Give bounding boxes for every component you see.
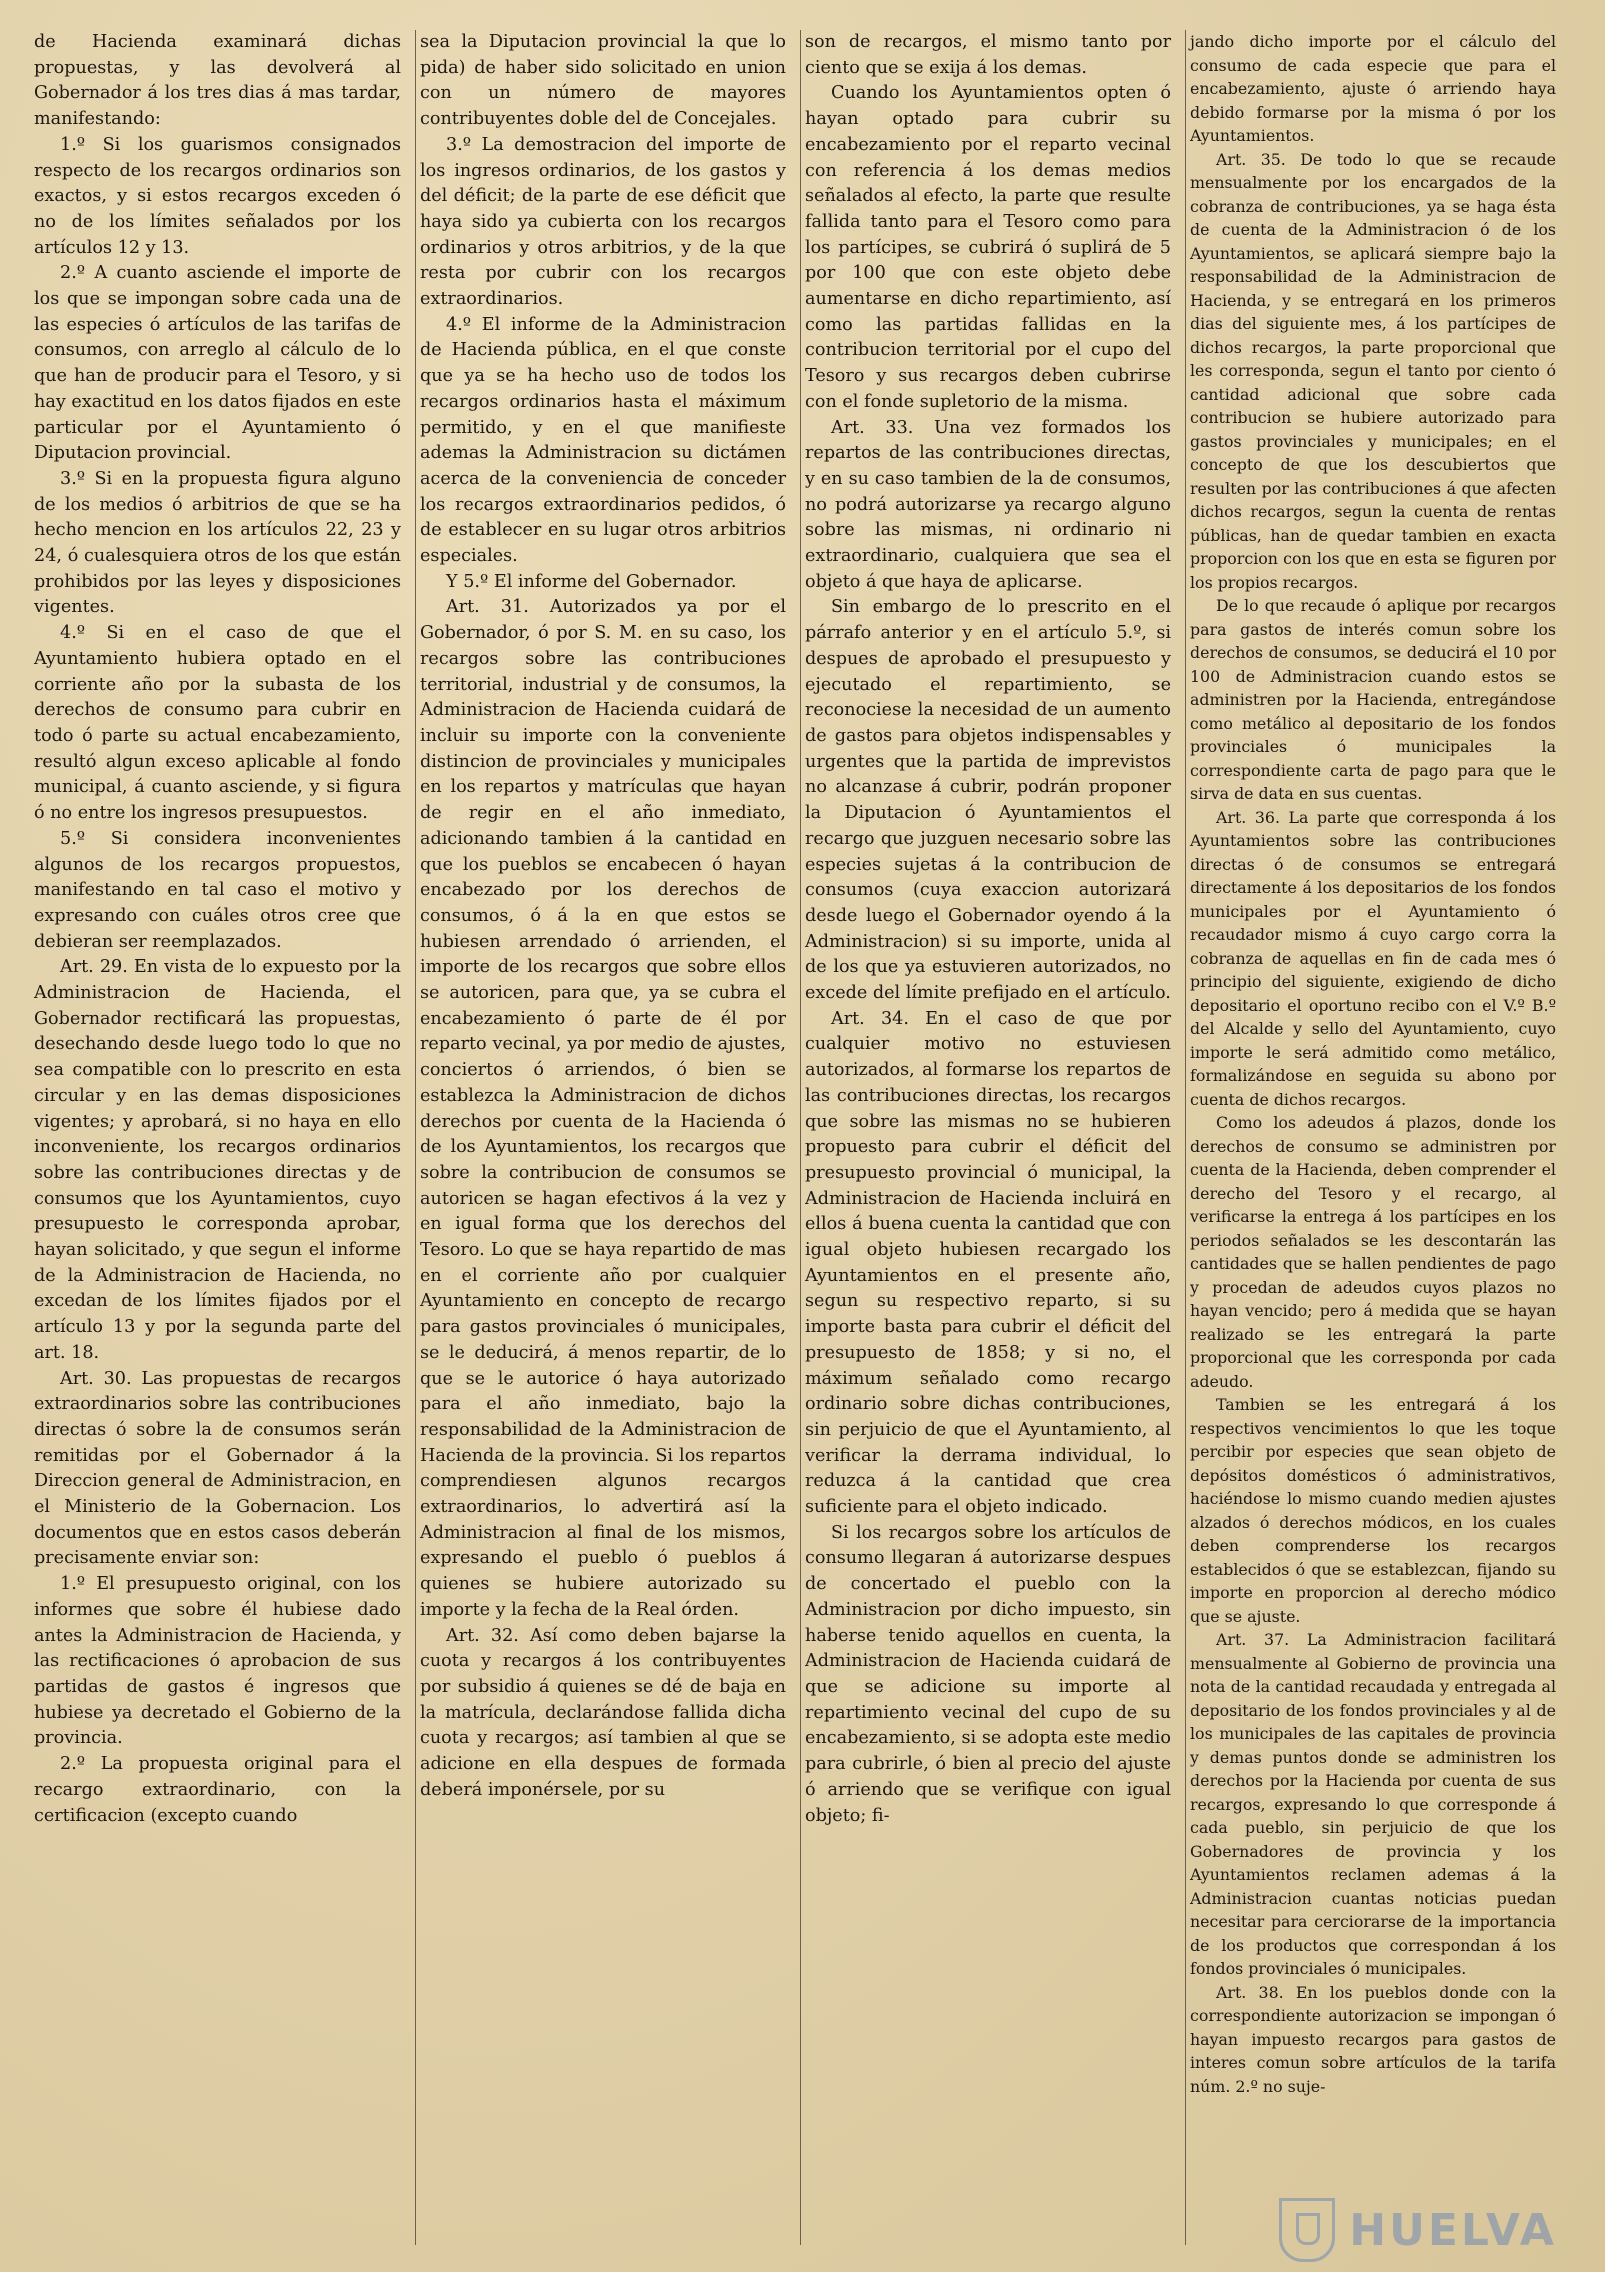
paragraph: 2.º La propuesta original para el recargo extraordinario, con la certificacion (excepto cuando bbox=[34, 1754, 401, 1826]
paragraph: sea la Diputacion provincial la que lo pida) de haber sido solicitado en union con un número de mayores contribuyentes doble del de Concejales. bbox=[420, 32, 786, 130]
text-column-2 bbox=[415, 30, 790, 2245]
text-column-3 bbox=[800, 30, 1175, 2245]
paragraph: De lo que recaude ó aplique por recargos para gastos de interés comun sobre los derechos de consumos, se deducirá el 10 por 100 de Administracion cuando estos se administren por la Hacienda, entregándose como metálico al depositario de los fondos provinciales ó municipales la correspondiente carta de pago para que le sirva de data en sus cuentas. bbox=[1190, 596, 1556, 803]
paragraph: jando dicho importe por el cálculo del consumo de cada especie que para el encabezamiento, ajuste ó arriendo haya debido formarse por la misma ó por los Ayuntamientos. bbox=[1190, 32, 1556, 145]
paragraph: Art. 31. Autorizados ya por el Gobernador, ó por S. M. en su caso, los recargos sobre las contribuciones territorial, industrial y de consumos, la Administracion de Hacienda cuidará de incluir su importe con la conveniente distincion de provinciales y municipales en los repartos y matrículas que hayan de regir en el año inmediato, adicionando tambien á la cantidad en que los pueblos se encabecen ó hayan encabezado por los derechos de consumos, ó á la en que estos se hubiesen arrendado ó arrienden, el importe de los recargos que sobre ellos se autoricen, para que, ya se cubra el encabezamiento ó parte de él por reparto vecinal, ya por medio de ajustes, conciertos ó arriendos, ó bien se establezca la Administracion de dichos derechos por cuenta de la Hacienda ó de los Ayuntamientos, los recargos que sobre la contribucion de consumos se autoricen se hagan efectivos á la vez y en igual forma que los derechos del Tesoro. Lo que se haya repartido de mas en el corriente año por cualquier Ayuntamiento en concepto de recargo para gastos provinciales ó municipales, se le deducirá, á menos repartir, de lo que se le autorice ó haya autorizado para el año inmediato, bajo la responsabilidad de la Administracion de Hacienda de la provincia. Si los repartos comprendiesen algunos recargos extraordinarios, lo advertirá así la Administracion al final de los mismos, expresando el pueblo ó pueblos á quienes se hubiere autorizado su importe y la fecha de la Real órden. bbox=[420, 597, 786, 1620]
paragraph: son de recargos, el mismo tanto por ciento que se exija á los demas. bbox=[805, 32, 1171, 78]
archive-watermark bbox=[1279, 2198, 1557, 2262]
text-column-1 bbox=[30, 30, 405, 2245]
paragraph: Art. 38. En los pueblos donde con la correspondiente autorizacion se impongan ó hayan impuesto recargos para gastos de interes comun sobre artículos de la tarifa núm. 2.º no suje- bbox=[1190, 1982, 1556, 2096]
watermark-text: HUELVA bbox=[1349, 2204, 1557, 2256]
paragraph: 4.º El informe de la Administracion de Hacienda pública, en el que conste que ya se ha hecho uso de todos los recargos ordinarios hasta el máximum permitido, y en el que manifieste ademas la Administracion su dictámen acerca de la conveniencia de conceder los recargos extraordinarios pedidos, ó de establecer en su lugar otros arbitrios especiales. bbox=[420, 314, 786, 567]
paragraph: Sin embargo de lo prescrito en el párrafo anterior y en el artículo 5.º, si despues de aprobado el presupuesto y ejecutado el repartimiento, se reconociese la necesidad de un aumento de gastos para objetos indispensables y urgentes que la partida de imprevistos no alcanzase á cubrir, podrán proponer la Diputacion ó Ayuntamientos el recargo que juzguen necesario sobre las especies sujetas á la contribucion de consumos (cuya exaccion autorizará desde luego el Gobernador oyendo á la Administracion) si su importe, unida al de los que ya estuvieren autorizados, no excede del límite prefijado en el artículo. bbox=[805, 597, 1171, 1004]
paragraph: Como los adeudos á plazos, donde los derechos de consumo se administren por cuenta de la Hacienda, deben comprender el derecho del Tesoro y el recargo, al verificarse la entrega á los partícipes en los periodos señalados se les descontarán las cantidades que se hallen pendientes de pago y procedan de adeudos cuyos plazos no hayan vencido; pero á medida que se hayan realizado se les entregará la parte proporcional que les corresponda por cada adeudo. bbox=[1190, 1113, 1556, 1391]
paragraph: Art. 32. Así como deben bajarse la cuota y recargos á los contribuyentes por subsidio á quienes se dé de baja en la matrícula, declarándose fallida dicha cuota y recargos; así tambien al que se adicione en ella despues de formada deberá imponérsele, por su bbox=[420, 1625, 786, 1800]
paragraph: Art. 37. La Administracion facilitará mensualmente al Gobierno de provincia una nota de la cantidad recaudada y entregada al depositario de los fondos provinciales y al de los municipales de las capitales de provincia y demas puntos donde se administren los derechos por la Hacienda por cuenta de sus recargos, expresando lo que corresponde á cada pueblo, sin perjuicio de que los Gobernadores de provincia y los Ayuntamientos reclamen ademas á la Administracion cuantas noticias puedan necesitar para cerciorarse de la importancia de los productos que correspondan á los fondos provinciales ó municipales. bbox=[1190, 1630, 1556, 1978]
paragraph: 1.º Si los guarismos consignados respecto de los recargos ordinarios son exactos, y si estos recargos exceden ó no de los límites señalados por los artículos 12 y 13. bbox=[34, 134, 401, 258]
paragraph: Art. 36. La parte que corresponda á los Ayuntamientos sobre las contribuciones directas ó de consumos se entregará directamente á los depositarios de los fondos municipales por el Ayuntamiento ó recaudador mismo á cuyo cargo corra la cobranza de aquellas en fin de cada mes ó principio del siguiente, exigiendo de dicho depositario el oportuno recibo con el V.º B.º del Alcalde y sello del Ayuntamiento, cuyo importe le será admitido como metálico, formalizándose en seguida su abono por cuenta de dichos recargos. bbox=[1190, 807, 1556, 1109]
shield-seal-icon bbox=[1279, 2198, 1335, 2262]
paragraph: Art. 33. Una vez formados los repartos de las contribuciones directas, y en su caso tambien de la de consumos, no podrá autorizarse ya recargo alguno sobre las mismas, ni ordinario ni extraordinario, cualquiera que sea el objeto á que haya de aplicarse. bbox=[805, 417, 1171, 592]
text-column-4 bbox=[1185, 30, 1560, 2245]
paragraph: Art. 29. En vista de lo expuesto por la Administracion de Hacienda, el Gobernador rectificará las propuestas, desechando desde luego todo lo que no sea compatible con lo prescrito en esta circular y en las demas disposiciones vigentes; y aprobará, si no haya en ello inconveniente, los recargos ordinarios sobre las contribuciones directas y de consumos que los Ayuntamientos, cuyo presupuesto le corresponda aprobar, hayan solicitado, y que segun el informe de la Administracion de Hacienda, no excedan de los límites fijados por el artículo 13 y por la segunda parte del art. 18. bbox=[34, 957, 401, 1363]
paragraph: 3.º Si en la propuesta figura alguno de los medios ó arbitrios de que se ha hecho mencion en los artículos 22, 23 y 24, ó cualesquiera otros de los que están prohibidos por las leyes y disposiciones vigentes. bbox=[34, 468, 401, 618]
paragraph: 5.º Si considera inconvenientes algunos de los recargos propuestos, manifestando en tal caso el motivo y expresando con cuáles otros cree que debieran ser reemplazados. bbox=[34, 828, 401, 952]
paragraph: 1.º El presupuesto original, con los informes que sobre él hubiese dado antes la Administracion de Hacienda, y las rectificaciones ó aprobacion de sus partidas de gastos é ingresos que hubiese ya decretado el Gobierno de la provincia. bbox=[34, 1574, 401, 1749]
paragraph: de Hacienda examinará dichas propuestas, y las devolverá al Gobernador á los tres dias á mas tardar, manifestando: bbox=[34, 32, 401, 130]
paragraph: Art. 34. En el caso de que por cualquier motivo no estuviesen autorizados, al formarse los repartos de las contribuciones directas, los recargos que sobre las mismas no se hubieren propuesto para cubrir el déficit del presupuesto provincial ó municipal, la Administracion de Hacienda incluirá en ellos á buena cuenta la cantidad que con igual objeto hubiesen recargado los Ayuntamientos en el presente año, segun su respectivo reparto, si su importe basta para cubrir el déficit del presupuesto de 1858; y si no, el máximum señalado como recargo ordinario sobre dichas contribuciones, sin perjuicio de que el Ayuntamiento, al verificar la derrama individual, lo reduzca á la cantidad que crea suficiente para el objeto indicado. bbox=[805, 1008, 1171, 1518]
paragraph: Art. 30. Las propuestas de recargos extraordinarios sobre las contribuciones directas ó sobre la de consumos serán remitidas por el Gobernador á la Direccion general de Administracion, en el Ministerio de la Gobernacion. Los documentos que en estos casos deberán precisamente enviar son: bbox=[34, 1368, 401, 1569]
paragraph: Y 5.º El informe del Gobernador. bbox=[446, 571, 737, 592]
paragraph: Art. 35. De todo lo que se recaude mensualmente por los encargados de la cobranza de contribuciones, ya se haga ésta de cuenta de la Administracion ó de los Ayuntamientos, se aplicará siempre bajo la responsabilidad de la Administracion de Hacienda, y se entregará en los primeros dias del siguiente mes, á los partícipes de dichos recargos, la parte proporcional que les corresponda, segun el tanto por ciento ó cantidad adicional que sobre cada contribucion se hubiere autorizado para gastos provinciales y municipales; en el concepto de que los descubiertos que resulten por las contribuciones á que afecten dichos recargos, segun la cuenta de rentas públicas, han de quedar tambien en exacta proporcion con los que en esta se figuren por los propios recargos. bbox=[1190, 149, 1556, 592]
paragraph: Si los recargos sobre los artículos de consumo llegaran á autorizarse despues de concertado el pueblo con la Administracion por dicho impuesto, sin haberse tenido aquellos en cuenta, la Administracion de Hacienda cuidará de que se adicione su importe al repartimiento vecinal del cupo de su encabezamiento, si se adopta este medio para cubrirle, ó bien al precio del ajuste ó arriendo que se verifique con igual objeto; fi- bbox=[805, 1522, 1171, 1826]
paragraph: 4.º Si en el caso de que el Ayuntamiento hubiera optado en el corriente año por la subasta de los derechos de consumo para cubrir en todo ó parte su actual encabezamiento, resultó algun exceso aplicable al fondo municipal, á cuanto asciende, y si figura ó no entre los ingresos presupuestos. bbox=[34, 623, 401, 824]
paragraph: Tambien se les entregará á los respectivos vencimientos lo que les toque percibir por especies que sean objeto de depósitos domésticos ó administrativos, haciéndose lo mismo cuando medien ajustes alzados ó derechos módicos, en los cuales deben comprenderse los recargos establecidos ó que se establezcan, fijando su importe en proporcion al derecho módico que se ajuste. bbox=[1190, 1395, 1556, 1626]
newspaper-page bbox=[30, 30, 1585, 2245]
paragraph: 3.º La demostracion del importe de los ingresos ordinarios, de los gastos y del déficit; de la parte de ese déficit que haya sido ya cubierta con los recargos ordinarios y otros arbitrios, y de la que resta por cubrir con los recargos extraordinarios. bbox=[420, 134, 786, 310]
paragraph: Cuando los Ayuntamientos opten ó hayan optado para cubrir su encabezamiento por el reparto vecinal con referencia á los demas medios señalados al efecto, la parte que resulte fallida tanto para el Tesoro como para los partícipes, se cubrirá ó suplirá de 5 por 100 que con este objeto debe aumentarse en dicho repartimiento, así como las partidas fallidas en la contribucion territorial por el cupo del Tesoro y sus recargos deben cubrirse con el fonde supletorio de la misma. bbox=[805, 83, 1171, 412]
paragraph: 2.º A cuanto asciende el importe de los que se impongan sobre cada una de las especies ó artículos de las tarifas de consumos, con arreglo al cálculo de lo que han de producir para el Tesoro, y si hay exactitud en los datos fijados en este particular por el Ayuntamiento ó Diputacion provincial. bbox=[34, 263, 401, 464]
